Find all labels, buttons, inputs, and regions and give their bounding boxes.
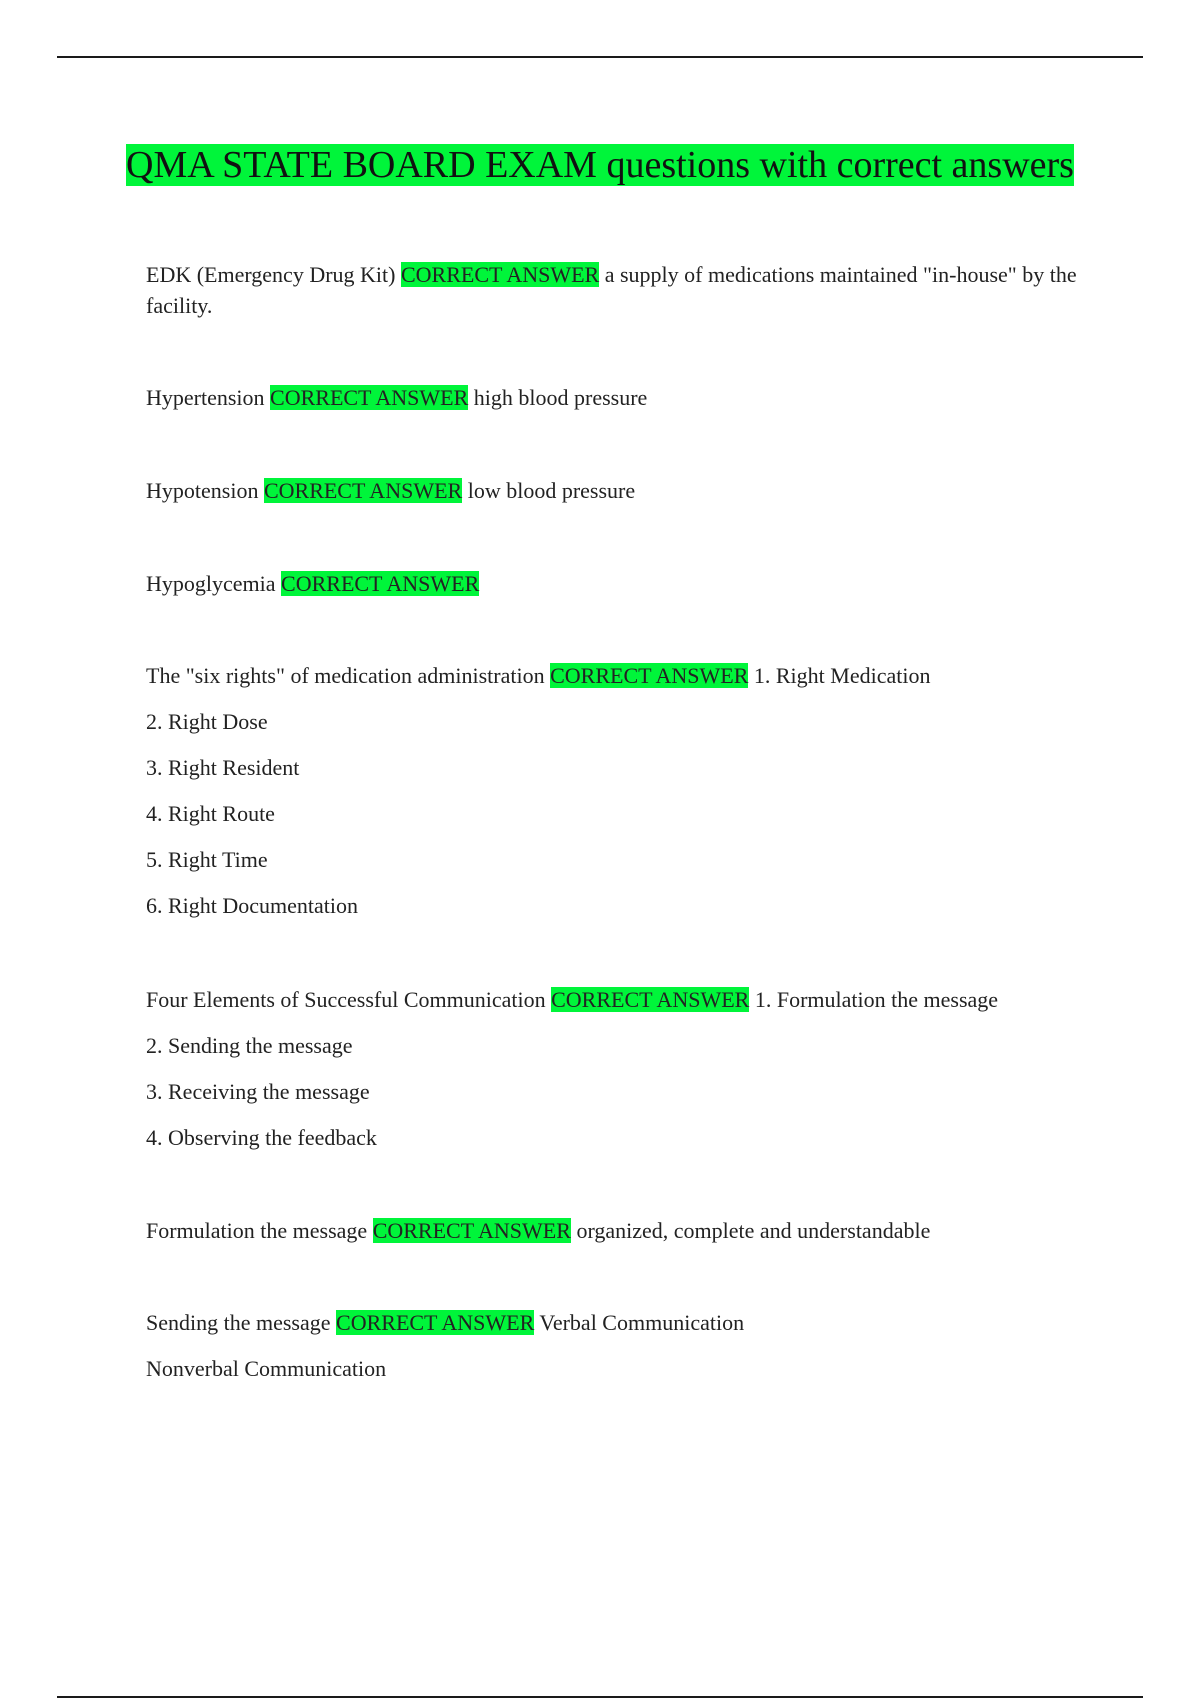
list-line: Nonverbal Communication [146,1356,387,1381]
qa-entry-sending [146,1300,1106,1392]
qa-entry-hypotension [146,475,1106,506]
qa-answer: 1. Formulation the message [754,987,999,1012]
qa-answer: low blood pressure [467,478,636,503]
qa-list [146,259,1106,1392]
correct-answer-label: CORRECT ANSWER [372,1218,571,1243]
correct-answer-label: CORRECT ANSWER [400,262,600,287]
qa-term: Hypotension [146,478,259,503]
qa-entry-four-elements [146,977,1106,1161]
list-line: 3. Right Resident [146,755,300,780]
qa-term: Hypertension [146,385,265,410]
correct-answer-label: CORRECT ANSWER [270,385,469,410]
qa-term: Formulation the message [146,1218,368,1243]
list-line: 4. Observing the feedback [146,1125,377,1150]
qa-entry-edk [146,259,1106,321]
qa-answer: a supply of medications maintained "in-house" by the facility. [146,262,1077,318]
correct-answer-label: CORRECT ANSWER [263,478,463,503]
qa-term-line [146,977,1106,1023]
qa-entry-hypertension [146,382,1106,413]
list-line: 6. Right Documentation [146,893,359,918]
correct-answer-label: CORRECT ANSWER [550,663,749,688]
correct-answer-label: CORRECT ANSWER [336,1310,535,1335]
qa-entry-hypoglycemia [146,568,1106,599]
qa-term: The "six rights" of medication administration [146,663,545,688]
list-line: 2. Right Dose [146,709,268,734]
qa-entry-formulation [146,1208,1106,1254]
qa-answer: high blood pressure [473,385,648,410]
correct-answer-label: CORRECT ANSWER [551,987,750,1012]
footer-rule [57,1696,1143,1698]
qa-answer: 1. Right Medication [753,663,931,688]
document-title [100,140,1100,191]
qa-term: EDK (Emergency Drug Kit) [146,262,396,287]
qa-term-line [146,382,1106,413]
correct-answer-label: CORRECT ANSWER [281,571,480,596]
header-rule [57,56,1143,58]
qa-term-line [146,259,1106,321]
qa-term: Sending the message [146,1310,331,1335]
list-line: 3. Receiving the message [146,1079,370,1104]
title-highlight: QMA STATE BOARD EXAM questions with correct answers [126,144,1074,186]
list-line: 2. Sending the message [146,1033,353,1058]
list-line: 4. Right Route [146,801,275,826]
qa-term-line [146,475,1106,506]
qa-entry-six-rights [146,653,1106,929]
qa-term: Hypoglycemia [146,571,276,596]
qa-answer: organized, complete and understandable [576,1218,931,1243]
qa-term-line [146,1300,1106,1346]
qa-answer: Verbal Communication [539,1310,745,1335]
qa-term-line [146,1208,1106,1254]
qa-term: Four Elements of Successful Communication [146,987,546,1012]
qa-term-line [146,568,1106,599]
list-line: 5. Right Time [146,847,268,872]
qa-term-line [146,653,1106,699]
